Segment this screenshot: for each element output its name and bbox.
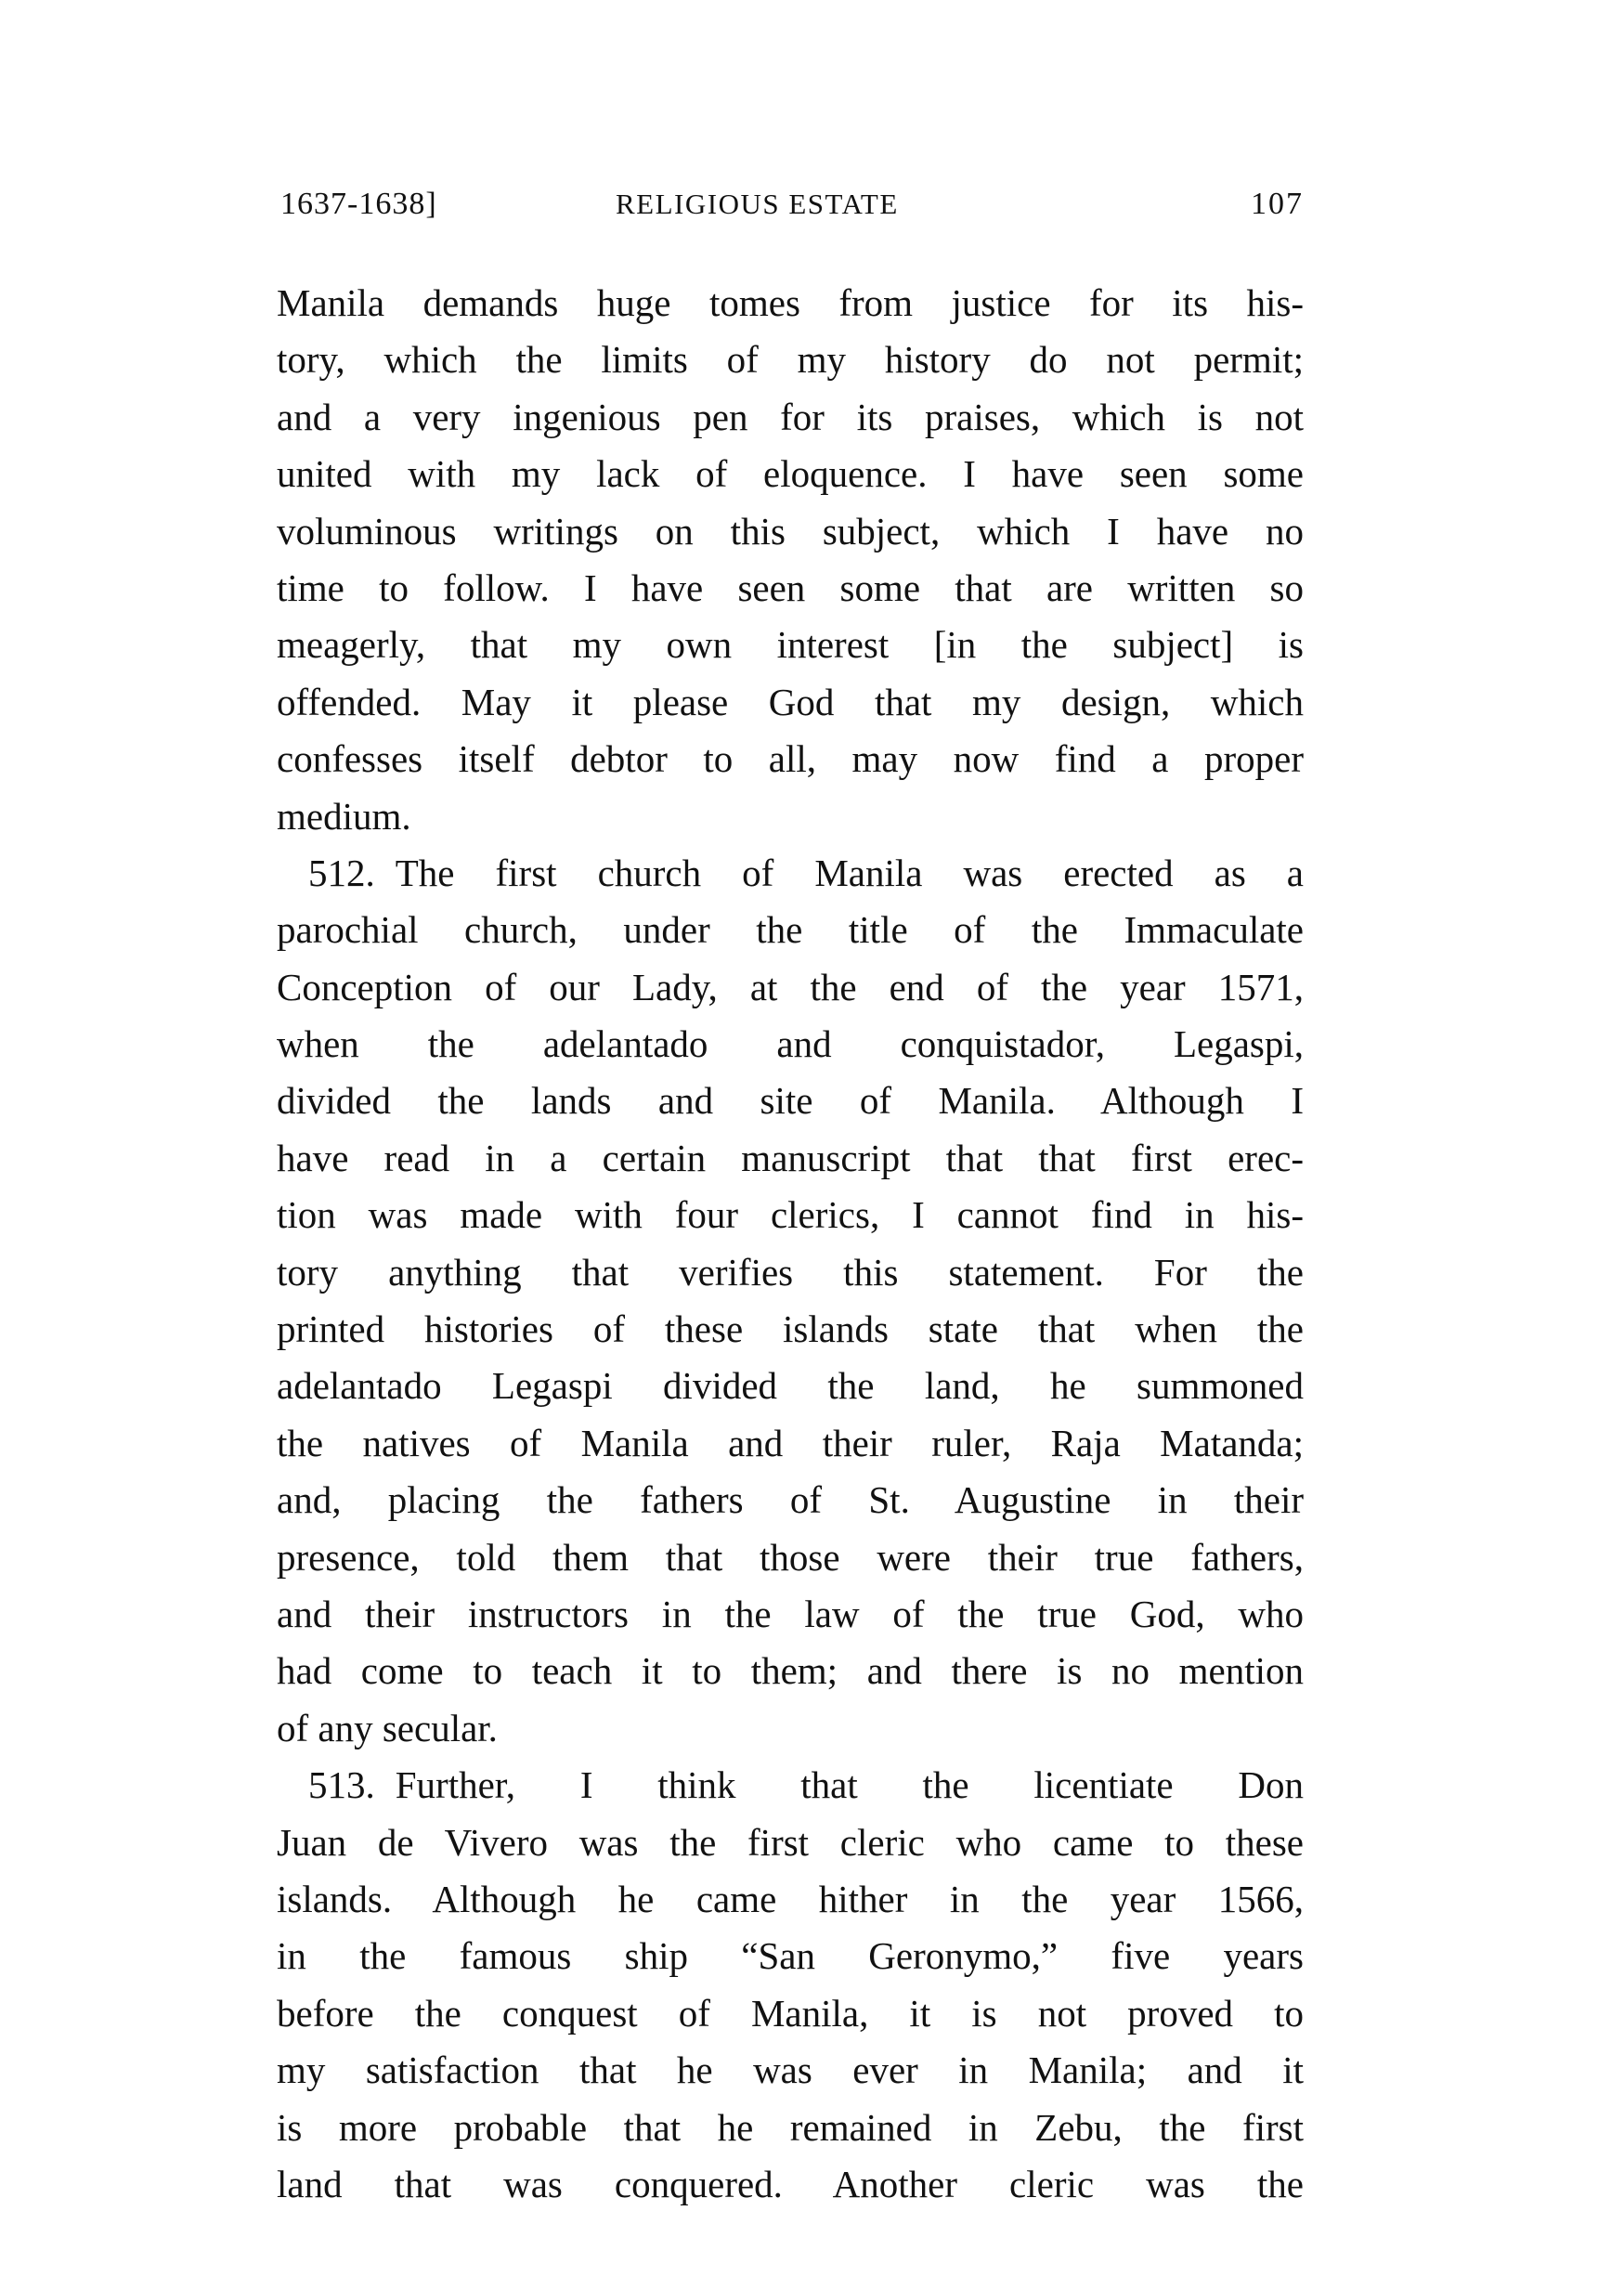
text-line: my satisfaction that he was ever in Manila; and it: [277, 2048, 1304, 2092]
text-line: medium.: [277, 794, 411, 838]
running-head-title: RELIGIOUS ESTATE: [616, 188, 899, 220]
paragraph-continuation: [277, 275, 1304, 845]
text-line: Manila demands huge tomes from justice for its his-: [277, 281, 1304, 324]
text-line: adelantado Legaspi divided the land, he summoned: [277, 1364, 1304, 1408]
body-text: [277, 275, 1304, 2213]
text-line: tory anything that verifies this statement. For the: [277, 1250, 1304, 1294]
text-line: offended. May it please God that my design, which: [277, 680, 1304, 723]
text-line: the natives of Manila and their ruler, Raja Matanda;: [277, 1421, 1304, 1464]
text-line: Juan de Vivero was the first cleric who came to these: [277, 1820, 1304, 1864]
text-line-first: [277, 1757, 1304, 1814]
page-number: 107: [1251, 187, 1304, 221]
text-line: had come to teach it to them; and there is no mention: [277, 1649, 1304, 1693]
text-line: divided the lands and site of Manila. Although I: [277, 1079, 1304, 1123]
text-line: tion was made with four clerics, I cannot find in his-: [277, 1193, 1304, 1237]
text-line: meagerly, that my own interest [in the subject] is: [277, 623, 1304, 667]
text-line: and their instructors in the law of the true God, who: [277, 1592, 1304, 1635]
text-line: voluminous writings on this subject, which I have no: [277, 509, 1304, 553]
text-line: Conception of our Lady, at the end of the year 1571,: [277, 965, 1304, 1008]
paragraph-number: 513.: [308, 1763, 375, 1807]
book-page: [277, 176, 1304, 2213]
text-line: is more probable that he remained in Zebu, the first: [277, 2105, 1304, 2149]
text-line: when the adelantado and conquistador, Legaspi,: [277, 1022, 1304, 1066]
text-line-content: Further, I think that the licentiate Don: [395, 1763, 1304, 1807]
text-line: presence, told them that those were their true fathers,: [277, 1535, 1304, 1579]
running-head: [277, 176, 1304, 232]
text-line: printed histories of these islands state that when the: [277, 1307, 1304, 1351]
text-line: parochial church, under the title of the Immaculate: [277, 908, 1304, 952]
text-line: and a very ingenious pen for its praises, which is not: [277, 395, 1304, 438]
text-line: united with my lack of eloquence. I have seen some: [277, 452, 1304, 496]
text-line: islands. Although he came hither in the year 1566,: [277, 1877, 1304, 1920]
text-line: in the famous ship “San Geronymo,” five years: [277, 1934, 1304, 1978]
text-line-first: [277, 845, 1304, 902]
text-line: before the conquest of Manila, it is not proved to: [277, 1991, 1304, 2035]
text-line: tory, which the limits of my history do not permit;: [277, 338, 1304, 382]
paragraph-513: [277, 1757, 1304, 2213]
text-line: have read in a certain manuscript that that first erec-: [277, 1136, 1304, 1179]
paragraph-512: [277, 845, 1304, 1757]
paragraph-number: 512.: [308, 851, 375, 894]
text-line: land that was conquered. Another cleric was the: [277, 2162, 1304, 2205]
text-line: and, placing the fathers of St. Augustine in their: [277, 1478, 1304, 1522]
running-head-date-range: 1637-1638]: [280, 187, 437, 221]
text-line: confesses itself debtor to all, may now find a proper: [277, 737, 1304, 781]
text-line-content: The first church of Manila was erected as a: [395, 851, 1304, 894]
text-line: time to follow. I have seen some that are written so: [277, 566, 1304, 609]
text-line: of any secular.: [277, 1706, 498, 1749]
